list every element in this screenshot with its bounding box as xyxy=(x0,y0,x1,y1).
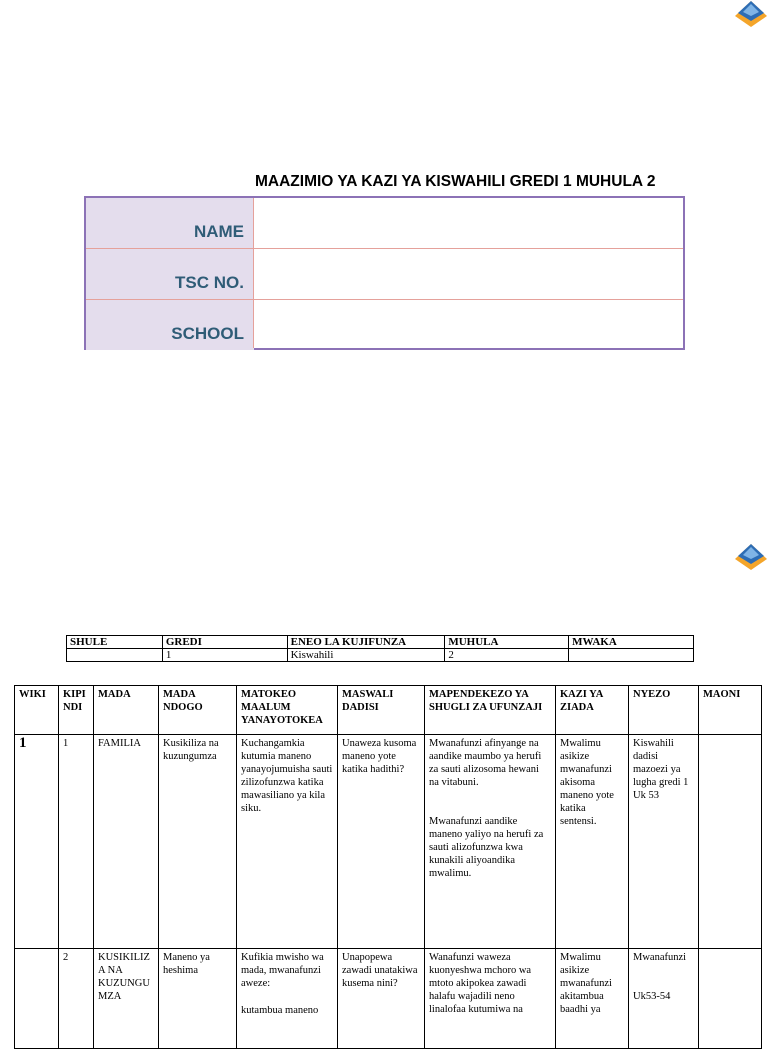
matokeo-para-1: Kufikia mwisho wa mada, mwanafunzi aweze: xyxy=(241,952,324,989)
meta-header-muhula: MUHULA xyxy=(445,636,569,649)
document-title: MAAZIMIO YA KAZI YA KISWAHILI GREDI 1 MUHULA 2 xyxy=(255,173,656,190)
cell-maswali: Unapopewa zawadi unatakiwa kusema nini? xyxy=(338,949,425,1049)
name-row xyxy=(86,198,683,248)
school-row xyxy=(86,300,683,350)
cell-matokeo: Kuchangamkia kutumia maneno yanayojumuisha sauti zilizofunzwa katika mawasiliano ya kila siku. xyxy=(237,735,338,949)
header-kipindi: KIPI NDI xyxy=(59,686,94,735)
cell-wiki: 1 xyxy=(15,735,59,949)
cell-mada-ndogo: Kusikiliza na kuzungumza xyxy=(159,735,237,949)
meta-value-mwaka xyxy=(569,649,694,662)
cell-maoni xyxy=(699,949,762,1049)
header-mapendekezo: MAPENDEKEZO YA SHUGLI ZA UFUNZAJI xyxy=(425,686,556,735)
scheme-header-row xyxy=(15,686,762,735)
diamond-logo-icon xyxy=(734,543,768,571)
matokeo-para-2: kutambua maneno xyxy=(241,1005,319,1016)
cell-mapendekezo xyxy=(425,735,556,949)
tsc-field[interactable] xyxy=(254,249,683,299)
name-label: NAME xyxy=(86,198,254,248)
column-divider xyxy=(253,198,254,348)
cell-nyezo xyxy=(629,949,699,1049)
school-meta-table xyxy=(66,635,694,662)
header-nyezo: NYEZO xyxy=(629,686,699,735)
meta-header-eneo: ENEO LA KUJIFUNZA xyxy=(287,636,445,649)
header-matokeo: MATOKEO MAALUM YANAYOTOKEA xyxy=(237,686,338,735)
header-wiki: WIKI xyxy=(15,686,59,735)
header-kazi: KAZI YA ZIADA xyxy=(556,686,629,735)
cell-kazi: Mwalimu asikize mwanafunzi akisoma maneno yote katika sentensi. xyxy=(556,735,629,949)
meta-header-gredi: GREDI xyxy=(162,636,287,649)
school-field[interactable] xyxy=(254,300,683,350)
cell-mada: KUSIKILIZ A NA KUZUNGU MZA xyxy=(94,949,159,1049)
cell-maoni xyxy=(699,735,762,949)
cell-wiki xyxy=(15,949,59,1049)
meta-value-eneo: Kiswahili xyxy=(287,649,445,662)
header-mada: MADA xyxy=(94,686,159,735)
meta-header-mwaka: MWAKA xyxy=(569,636,694,649)
mapendekezo-para-1: Mwanafunzi afinyange na aandike maumbo ya herufi za sauti alizosoma hewani na vitabuni. xyxy=(429,738,542,788)
meta-value-muhula: 2 xyxy=(445,649,569,662)
mapendekezo-para-2: Mwanafunzi aandike maneno yaliyo na herufi za sauti alizofunzwa kwa kunakili aliyoandika mwalimu. xyxy=(429,816,544,879)
school-label: SCHOOL xyxy=(86,300,254,350)
teacher-info-box xyxy=(84,196,685,350)
header-maoni: MAONI xyxy=(699,686,762,735)
meta-header-row xyxy=(67,636,694,649)
cell-mada-ndogo: Maneno ya heshima xyxy=(159,949,237,1049)
tsc-label: TSC NO. xyxy=(86,249,254,299)
cell-maswali: Unaweza kusoma maneno yote katika hadithi? xyxy=(338,735,425,949)
cell-mada: FAMILIA xyxy=(94,735,159,949)
cell-kipindi: 1 xyxy=(59,735,94,949)
meta-value-shule xyxy=(67,649,163,662)
cell-mapendekezo: Wanafunzi waweza kuonyeshwa mchoro wa mtoto akipokea zawadi halafu wajadili neno linalofaa kutumiwa na xyxy=(425,949,556,1049)
table-row xyxy=(15,735,762,949)
header-mada-ndogo: MADA NDOGO xyxy=(159,686,237,735)
nyezo-para-1: Mwanafunzi xyxy=(633,952,687,963)
meta-header-shule: SHULE xyxy=(67,636,163,649)
meta-value-gredi: 1 xyxy=(162,649,287,662)
cell-kazi: Mwalimu asikize mwanafunzi akitambua baadhi ya xyxy=(556,949,629,1049)
cell-nyezo: Kiswahili dadisi mazoezi ya lugha gredi 1 Uk 53 xyxy=(629,735,699,949)
cell-matokeo xyxy=(237,949,338,1049)
table-row xyxy=(15,949,762,1049)
tsc-row xyxy=(86,249,683,299)
scheme-of-work-table xyxy=(14,685,762,1049)
header-maswali: MASWALI DADISI xyxy=(338,686,425,735)
name-field[interactable] xyxy=(254,198,683,248)
cell-kipindi: 2 xyxy=(59,949,94,1049)
nyezo-para-2: Uk53-54 xyxy=(633,991,671,1002)
diamond-logo-icon xyxy=(734,0,768,28)
meta-value-row xyxy=(67,649,694,662)
